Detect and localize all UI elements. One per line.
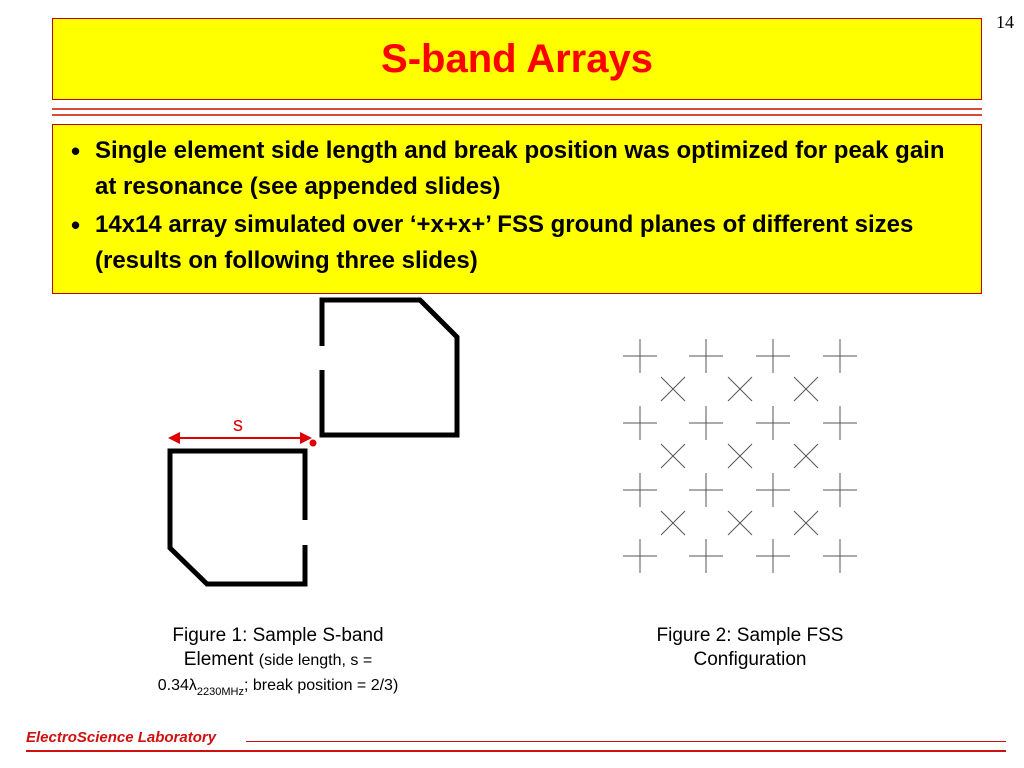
figure1-caption-line1: Figure 1: Sample S-band — [172, 625, 384, 646]
dimension-label: s — [233, 414, 243, 436]
footer-lab-name: ElectroScience Laboratory — [26, 729, 217, 746]
upper-element-outline — [322, 300, 457, 435]
figure1-caption — [108, 624, 448, 698]
footer-rule-bottom — [26, 750, 1006, 752]
figure2-caption-line2: Configuration — [693, 649, 807, 670]
figure1-caption-main: Element — [183, 649, 259, 670]
fss-grid-drawing — [623, 339, 857, 573]
page-title: S-band Arrays — [381, 36, 653, 81]
figure1-caption-line2 — [108, 648, 448, 673]
figure2-caption — [600, 624, 900, 672]
bullet-icon: • — [71, 136, 81, 166]
footer-rule-top — [246, 741, 1006, 742]
figure1-caption-rest: ; break position = 2/3) — [243, 677, 399, 694]
bullet-icon: • — [71, 210, 81, 240]
feed-point-icon — [310, 440, 317, 447]
bullet-text: Single element side length and break position was optimized for peak gain at resonance (see appended slides) — [95, 137, 945, 200]
slide-number: 14 — [996, 12, 1014, 32]
figure2-caption-line1: Figure 2: Sample FSS — [656, 625, 844, 646]
figure1-caption-subscript: 2230MHz — [196, 685, 244, 698]
lower-element-outline — [170, 451, 305, 584]
figure1-caption-detail: (side length, s = — [258, 652, 373, 669]
bullet-text: 14x14 array simulated over ‘+x+x+’ FSS ground planes of different sizes (results on following three slides) — [95, 211, 914, 274]
figure1-caption-value: 0.34λ — [157, 677, 197, 694]
figure1-caption-line3 — [108, 673, 448, 698]
